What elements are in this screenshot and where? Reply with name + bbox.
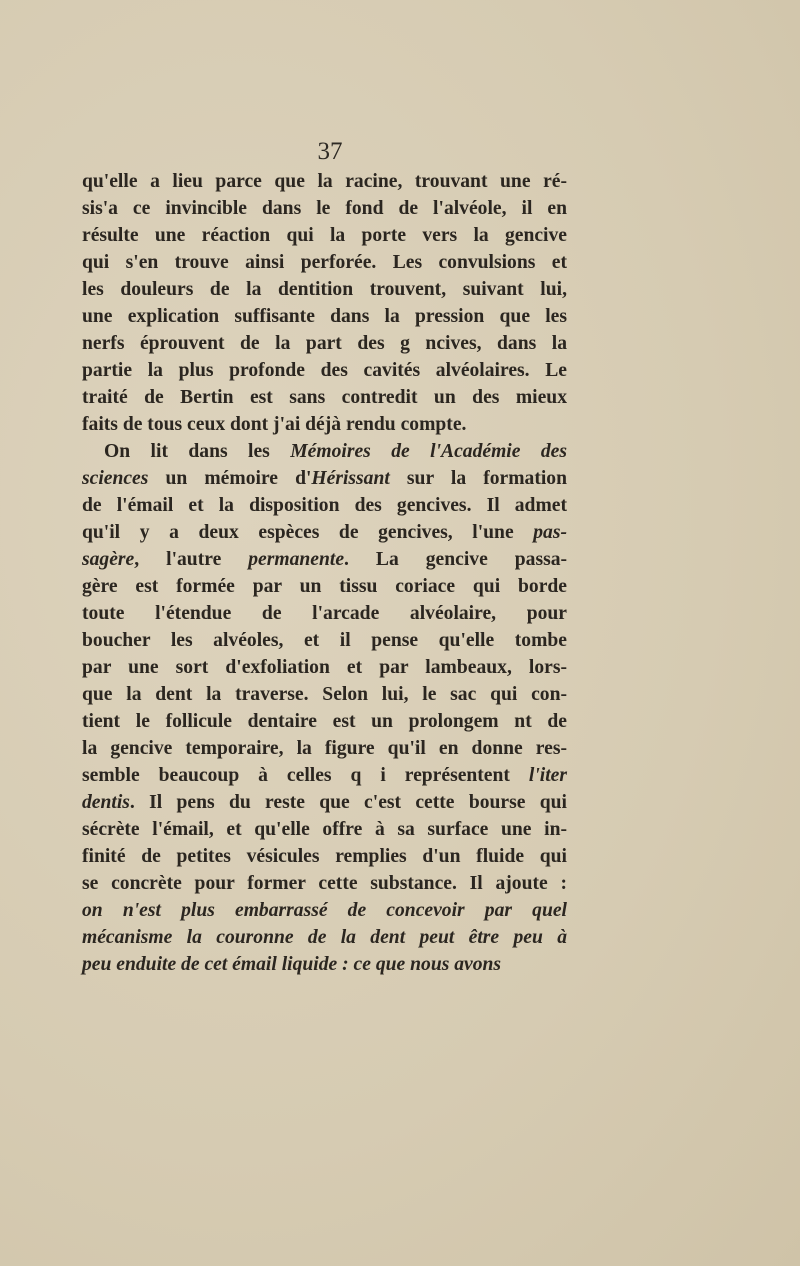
text-segment: un mémoire d' (148, 468, 312, 489)
text-line (82, 870, 567, 897)
text-line (82, 222, 567, 249)
text-segment: les douleurs de la dentition trouvent, suivant lui, (82, 279, 567, 300)
text-segment: sur la formation (389, 468, 567, 489)
italic-text: Hérissant (311, 468, 390, 489)
text-segment: . Il pens du reste que c'est cette bourse qui (129, 792, 567, 813)
text-segment: qu'elle a lieu parce que la racine, trouvant une ré- (82, 171, 567, 192)
text-line (82, 546, 567, 573)
text-line (82, 303, 567, 330)
text-segment: une explication suffisante dans la pression que les (82, 306, 567, 327)
body-text (82, 168, 567, 978)
text-line (82, 951, 567, 978)
text-line (82, 924, 567, 951)
text-segment: la gencive temporaire, la figure qu'il en donne res- (82, 738, 567, 759)
text-line (82, 762, 567, 789)
text-segment: sis'a ce invincible dans le fond de l'alvéole, il en (82, 198, 567, 219)
text-segment: On lit dans les (104, 441, 291, 462)
text-line (82, 384, 567, 411)
text-line (82, 411, 567, 438)
text-line (82, 735, 567, 762)
italic-text: peu enduite de cet émail liquide : ce que nous avons (82, 954, 502, 975)
text-segment: de l'émail et la disposition des gencives. Il admet (82, 495, 567, 516)
text-line (82, 897, 567, 924)
text-segment: sécrète l'émail, et qu'elle offre à sa surface une in- (82, 819, 567, 840)
italic-text: sagère (82, 549, 135, 570)
text-segment: se concrète pour former cette substance. Il ajoute : (82, 873, 567, 894)
text-line (82, 627, 567, 654)
text-segment: semble beaucoup à celles q i représentent (82, 765, 529, 786)
italic-text: sciences (82, 468, 149, 489)
italic-text: l'iter (528, 765, 567, 786)
page-number: 37 (317, 138, 343, 165)
text-line (82, 654, 567, 681)
text-segment: nerfs éprouvent de la part des g ncives, dans la (82, 333, 567, 354)
italic-text: pas- (533, 522, 567, 543)
text-line (82, 276, 567, 303)
text-segment: toute l'étendue de l'arcade alvéolaire, pour (82, 603, 567, 624)
text-line (82, 816, 567, 843)
text-segment: partie la plus profonde des cavités alvéolaires. Le (82, 360, 567, 381)
text-line (82, 600, 567, 627)
text-line (82, 708, 567, 735)
text-segment: tient le follicule dentaire est un prolongem nt de (82, 711, 567, 732)
text-line (82, 519, 567, 546)
text-line (82, 843, 567, 870)
text-segment: gère est formée par un tissu coriace qui borde (82, 576, 567, 597)
text-line (82, 492, 567, 519)
italic-text: Mémoires de l'Académie des (290, 441, 567, 462)
text-segment: traité de Bertin est sans contredit un des mieux (82, 387, 567, 408)
text-line (82, 573, 567, 600)
text-segment: que la dent la traverse. Selon lui, le sac qui con- (82, 684, 567, 705)
text-line (82, 465, 567, 492)
text-line (82, 195, 567, 222)
italic-text: mécanisme la couronne de la dent peut être peu à (82, 927, 567, 948)
text-segment: par une sort d'exfoliation et par lambeaux, lors- (82, 657, 567, 678)
text-segment: qu'il y a deux espèces de gencives, l'une (82, 522, 534, 543)
text-segment: faits de tous ceux dont j'ai déjà rendu compte. (82, 414, 467, 435)
text-segment: , l'autre (134, 549, 249, 570)
text-segment: boucher les alvéoles, et il pense qu'elle tombe (82, 630, 567, 651)
text-line (82, 438, 567, 465)
text-line (82, 789, 567, 816)
text-line (82, 249, 567, 276)
italic-text: on n'est plus embarrassé de concevoir par quel (82, 900, 567, 921)
text-segment: résulte une réaction qui la porte vers la gencive (82, 225, 567, 246)
text-line (82, 330, 567, 357)
text-line (82, 681, 567, 708)
italic-text: permanente (248, 549, 345, 570)
text-line (82, 168, 567, 195)
text-segment: qui s'en trouve ainsi perforée. Les convulsions et (82, 252, 567, 273)
text-line (82, 357, 567, 384)
italic-text: dentis (82, 792, 130, 813)
text-segment: . La gencive passa- (344, 549, 568, 570)
text-segment: finité de petites vésicules remplies d'un fluide qui (82, 846, 567, 867)
